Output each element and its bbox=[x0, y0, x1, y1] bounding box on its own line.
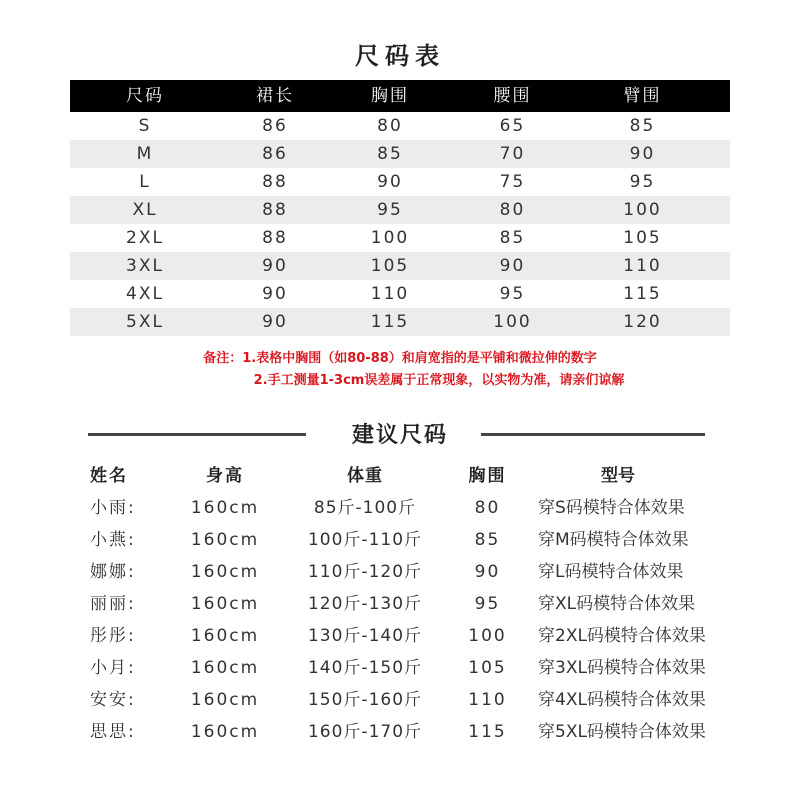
divider-right bbox=[481, 433, 705, 436]
recommend-row bbox=[0, 620, 800, 652]
size-chart-row bbox=[70, 308, 730, 336]
cell-arm: 85 bbox=[629, 116, 656, 136]
recommend-row bbox=[0, 652, 800, 684]
cell-chest: 95 bbox=[377, 200, 403, 220]
cell-size: L bbox=[139, 172, 151, 192]
cell-arm: 90 bbox=[629, 144, 656, 164]
cell-size: M bbox=[136, 144, 154, 164]
cell-skirt-length: 86 bbox=[262, 144, 288, 164]
cell-waist: 95 bbox=[499, 284, 526, 304]
cell-arm: 110 bbox=[623, 256, 662, 276]
cell-waist: 75 bbox=[499, 172, 526, 192]
size-chart-table bbox=[70, 80, 730, 336]
cell-size: 4XL bbox=[126, 284, 164, 304]
cell-name: 思思: bbox=[90, 722, 136, 742]
notes bbox=[0, 348, 800, 392]
size-chart-row bbox=[70, 140, 730, 168]
cell-height: 160cm bbox=[190, 530, 260, 550]
header-weight: 体重 bbox=[347, 466, 383, 486]
recommend-row bbox=[0, 684, 800, 716]
cell-waist: 90 bbox=[499, 256, 526, 276]
recommend-table bbox=[0, 460, 800, 748]
cell-skirt-length: 90 bbox=[262, 256, 288, 276]
cell-chest: 100 bbox=[468, 626, 507, 646]
header-skirt-length: 裙长 bbox=[256, 86, 294, 106]
cell-chest: 85 bbox=[474, 530, 501, 550]
cell-waist: 100 bbox=[493, 312, 532, 332]
recommend-header-row bbox=[0, 460, 800, 492]
cell-skirt-length: 90 bbox=[262, 312, 288, 332]
header-model: 型号 bbox=[601, 466, 635, 486]
cell-height: 160cm bbox=[190, 594, 260, 614]
header-name: 姓名 bbox=[90, 466, 128, 486]
header-chest-rec: 胸围 bbox=[468, 466, 507, 486]
cell-weight: 100斤-110斤 bbox=[307, 530, 423, 550]
header-arm: 臂围 bbox=[623, 86, 662, 106]
cell-height: 160cm bbox=[190, 690, 260, 710]
size-chart-row bbox=[70, 252, 730, 280]
cell-waist: 65 bbox=[499, 116, 526, 136]
header-height: 身高 bbox=[206, 466, 244, 486]
recommend-row bbox=[0, 492, 800, 524]
cell-skirt-length: 88 bbox=[262, 228, 288, 248]
cell-name: 小雨: bbox=[90, 498, 136, 518]
cell-height: 160cm bbox=[190, 626, 260, 646]
cell-chest: 110 bbox=[370, 284, 410, 304]
cell-chest: 80 bbox=[474, 498, 501, 518]
cell-chest: 85 bbox=[377, 144, 403, 164]
recommend-row bbox=[0, 716, 800, 748]
cell-size: XL bbox=[132, 200, 158, 220]
cell-height: 160cm bbox=[190, 562, 260, 582]
cell-skirt-length: 88 bbox=[262, 200, 288, 220]
cell-arm: 100 bbox=[623, 200, 662, 220]
cell-weight: 130斤-140斤 bbox=[307, 626, 423, 646]
cell-name: 丽丽: bbox=[90, 594, 136, 614]
cell-weight: 120斤-130斤 bbox=[307, 594, 423, 614]
cell-chest: 100 bbox=[370, 228, 410, 248]
cell-model: 穿3XL码模特合体效果 bbox=[538, 658, 706, 678]
size-chart-row bbox=[70, 196, 730, 224]
cell-waist: 85 bbox=[499, 228, 526, 248]
cell-waist: 70 bbox=[499, 144, 526, 164]
cell-size: S bbox=[138, 116, 152, 136]
cell-chest: 80 bbox=[377, 116, 403, 136]
size-chart-header-row bbox=[70, 80, 730, 112]
recommend-title: 建议尺码 bbox=[351, 423, 448, 448]
cell-model: 穿XL码模特合体效果 bbox=[538, 594, 696, 614]
cell-arm: 115 bbox=[623, 284, 662, 304]
cell-name: 娜娜: bbox=[90, 562, 136, 582]
recommend-row bbox=[0, 588, 800, 620]
cell-size: 5XL bbox=[126, 312, 164, 332]
header-chest: 胸围 bbox=[371, 86, 409, 106]
cell-model: 穿L码模特合体效果 bbox=[538, 562, 684, 582]
note-line-1: 备注：1.表格中胸围（如80-88）和肩宽指的是平铺和微拉伸的数字 bbox=[203, 351, 597, 366]
cell-height: 160cm bbox=[190, 498, 260, 518]
cell-chest: 105 bbox=[370, 256, 410, 276]
header-size: 尺码 bbox=[126, 86, 164, 106]
cell-model: 穿2XL码模特合体效果 bbox=[538, 626, 706, 646]
cell-arm: 120 bbox=[623, 312, 662, 332]
header-waist: 腰围 bbox=[493, 86, 532, 106]
cell-weight: 160斤-170斤 bbox=[307, 722, 423, 742]
cell-name: 彤彤: bbox=[90, 626, 136, 646]
cell-chest: 90 bbox=[377, 172, 403, 192]
cell-model: 穿4XL码模特合体效果 bbox=[538, 690, 706, 710]
note-line-2: 2.手工测量1-3cm误差属于正常现象，以实物为准，请亲们谅解 bbox=[253, 373, 625, 388]
cell-arm: 105 bbox=[623, 228, 662, 248]
cell-arm: 95 bbox=[629, 172, 656, 192]
cell-weight: 110斤-120斤 bbox=[307, 562, 423, 582]
cell-model: 穿M码模特合体效果 bbox=[538, 530, 689, 550]
cell-size: 3XL bbox=[126, 256, 164, 276]
cell-chest: 105 bbox=[468, 658, 507, 678]
cell-height: 160cm bbox=[190, 658, 260, 678]
cell-chest: 115 bbox=[468, 722, 507, 742]
size-chart-row bbox=[70, 280, 730, 308]
size-chart-title: 尺码表 bbox=[355, 42, 445, 70]
cell-chest: 90 bbox=[474, 562, 501, 582]
cell-model: 穿5XL码模特合体效果 bbox=[538, 722, 706, 742]
cell-chest: 115 bbox=[370, 312, 410, 332]
cell-name: 安安: bbox=[90, 690, 136, 710]
cell-name: 小月: bbox=[90, 658, 136, 678]
cell-waist: 80 bbox=[499, 200, 526, 220]
cell-weight: 140斤-150斤 bbox=[307, 658, 423, 678]
cell-size: 2XL bbox=[126, 228, 164, 248]
cell-name: 小燕: bbox=[90, 530, 136, 550]
size-chart-row bbox=[70, 112, 730, 140]
cell-height: 160cm bbox=[190, 722, 260, 742]
cell-skirt-length: 88 bbox=[262, 172, 288, 192]
size-chart-row bbox=[70, 168, 730, 196]
cell-model: 穿S码模特合体效果 bbox=[538, 498, 685, 518]
cell-weight: 85斤-100斤 bbox=[313, 498, 417, 518]
cell-weight: 150斤-160斤 bbox=[307, 690, 423, 710]
size-chart-row bbox=[70, 224, 730, 252]
cell-chest: 110 bbox=[468, 690, 507, 710]
recommend-row bbox=[0, 524, 800, 556]
recommend-row bbox=[0, 556, 800, 588]
cell-skirt-length: 90 bbox=[262, 284, 288, 304]
cell-chest: 95 bbox=[474, 594, 501, 614]
cell-skirt-length: 86 bbox=[262, 116, 288, 136]
